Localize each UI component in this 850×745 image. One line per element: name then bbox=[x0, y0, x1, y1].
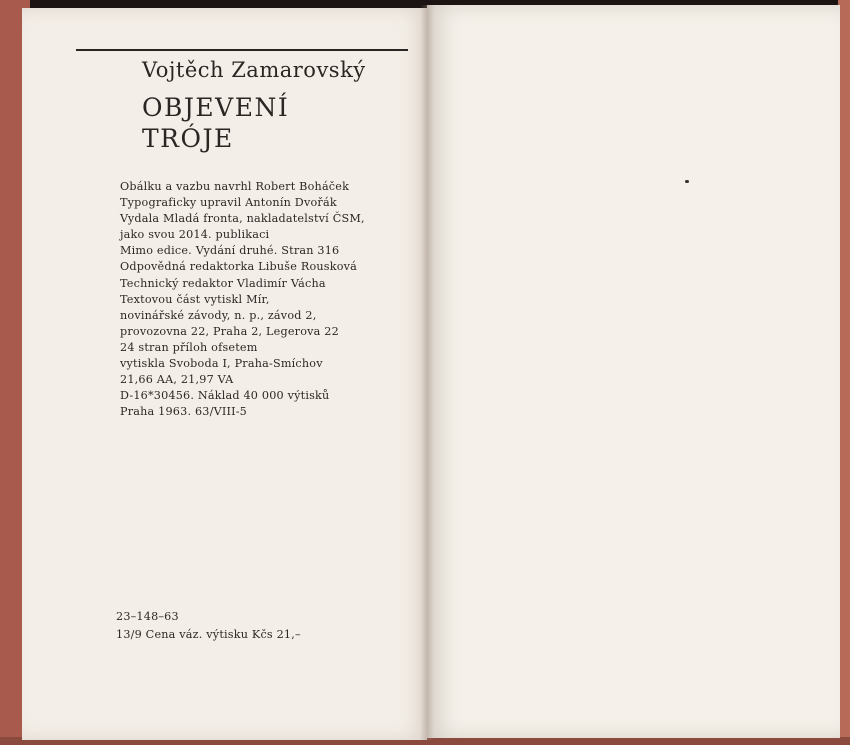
colophon-line: Obálku a vazbu navrhl Robert Boháček bbox=[120, 180, 350, 193]
colophon-line: novinářské závody, n. p., závod 2, bbox=[120, 308, 317, 322]
code-line: 13/9 Cena váz. výtisku Kčs 21,– bbox=[116, 628, 301, 641]
colophon-line: provozovna 22, Praha 2, Legerova 22 bbox=[120, 324, 339, 338]
header-rule bbox=[76, 49, 408, 51]
right-page-blank bbox=[427, 5, 840, 738]
colophon-line: D-16*30456. Náklad 40 000 výtisků bbox=[120, 389, 330, 403]
author-name: Vojtěch Zamarovský bbox=[142, 58, 366, 82]
colophon-line: Praha 1963. 63/VIII-5 bbox=[120, 405, 248, 419]
paper-speck bbox=[685, 180, 689, 183]
colophon-line: vytiskla Svoboda I, Praha-Smíchov bbox=[120, 357, 323, 371]
colophon-line: Mimo edice. Vydání druhé. Stran 316 bbox=[120, 244, 340, 258]
colophon bbox=[120, 179, 365, 420]
colophon-line: 24 stran příloh ofsetem bbox=[120, 340, 258, 354]
publication-codes bbox=[116, 608, 301, 644]
colophon-line: 21,66 AA, 21,97 VA bbox=[120, 373, 234, 387]
colophon-line: Technický redaktor Vladimír Vácha bbox=[120, 276, 326, 290]
colophon-line: Vydala Mladá fronta, nakladatelství ČSM, bbox=[120, 212, 365, 226]
code-line: 23–148–63 bbox=[116, 610, 179, 623]
colophon-line: jako svou 2014. publikaci bbox=[120, 228, 270, 242]
book-title bbox=[142, 92, 289, 154]
colophon-line: Textovou část vytiskl Mír, bbox=[120, 292, 270, 306]
title-line: TRÓJE bbox=[142, 124, 234, 153]
colophon-line: Typograficky upravil Antonín Dvořák bbox=[120, 196, 337, 210]
colophon-line: Odpovědná redaktorka Libuše Rousková bbox=[120, 260, 358, 274]
book-gutter bbox=[420, 5, 434, 740]
title-line: OBJEVENÍ bbox=[142, 93, 290, 122]
